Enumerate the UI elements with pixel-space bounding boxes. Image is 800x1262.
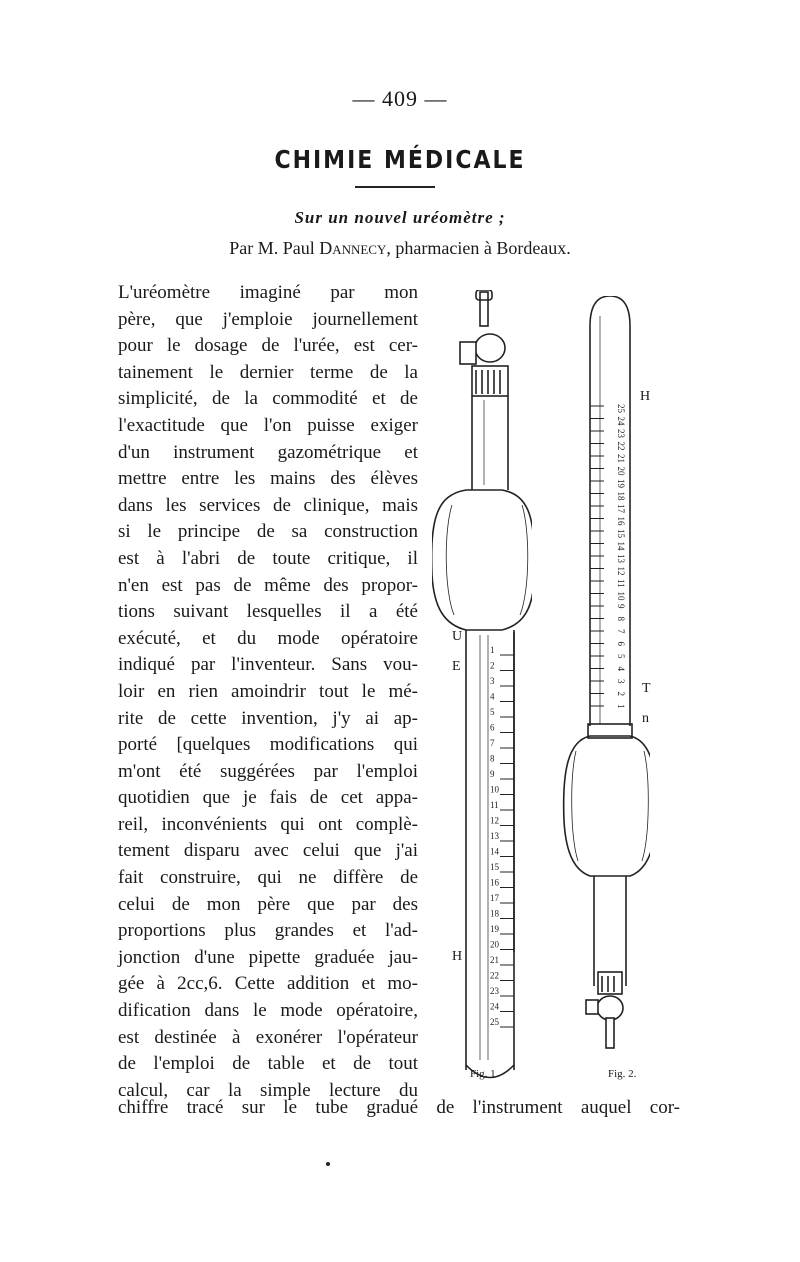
scale-number: 11	[616, 579, 626, 588]
scale-number: 5	[490, 707, 495, 717]
body-text-line: dification dans le mode opératoire,	[118, 1000, 418, 1022]
scale-number: 20	[616, 466, 626, 476]
scale-number: 20	[490, 939, 499, 950]
scale-number: 7	[490, 738, 495, 748]
section-title: CHIMIE MÉDICALE	[274, 146, 526, 175]
body-text-line: exécuté, et du mode opératoire	[118, 627, 418, 649]
article-title: Sur un nouvel uréomètre ;	[294, 208, 506, 227]
scale-number: 17	[490, 893, 499, 903]
body-text-line: L'uréomètre imaginé par mon	[118, 282, 418, 303]
scale-number: 14	[616, 541, 626, 551]
body-text-line: m'ont été suggérées par l'emploi	[118, 760, 418, 782]
scale-number: 13	[616, 554, 626, 563]
body-text-line: jonction d'une pipette graduée jau-	[118, 946, 418, 968]
scale-number: 25	[490, 1017, 499, 1027]
ink-speck	[326, 1162, 330, 1166]
scale-number: 12	[616, 566, 626, 576]
figure-1-caption: Fig. 1.	[470, 1068, 499, 1080]
body-text-line: d'un instrument gazométrique et	[118, 441, 418, 463]
body-text-line: quotidien que je fais de cet appa-	[118, 787, 418, 809]
body-text-line: rite de cette invention, j'y ai ap-	[118, 707, 418, 729]
byline-prefix: Par M. Paul	[229, 238, 320, 258]
scale-number: 8	[616, 616, 626, 621]
scale-number: 22	[490, 970, 499, 981]
scale-number: 4	[490, 691, 495, 702]
figure-2-label-top: H	[640, 389, 651, 404]
body-text-line: n'en est pas de même des propor-	[118, 574, 418, 596]
scale-number: 21	[490, 955, 499, 965]
scale-number: 19	[616, 479, 626, 488]
body-text-line: est destinée à exonérer l'opérateur	[118, 1026, 418, 1048]
body-text-column	[118, 280, 418, 1104]
scale-number: 21	[616, 454, 626, 463]
body-text-line: reil, inconvénients qui ont complè-	[118, 813, 418, 835]
scale-number: 22	[616, 441, 626, 451]
figure-1-label-lower: H	[452, 949, 463, 964]
scale-number: 7	[616, 629, 626, 634]
scale-number: 15	[490, 862, 499, 872]
body-text-line: tions suivant lesquelles il a été	[118, 601, 418, 623]
body-text-line: mettre entre les mains des élèves	[118, 468, 418, 490]
scale-number: 8	[490, 753, 495, 764]
scale-number: 2	[490, 660, 495, 671]
scale-number: 9	[490, 769, 495, 779]
scale-number: 14	[490, 846, 499, 857]
scale-number: 23	[616, 429, 626, 438]
scale-number: 18	[616, 491, 626, 501]
body-text-final-line: chiffre tracé sur le tube gradué de l'instrument auquel cor-	[118, 1097, 680, 1118]
body-text-line: tainement le dernier terme de la	[118, 361, 418, 383]
scale-number: 11	[490, 800, 499, 810]
figure-1-ureometer-drawing	[432, 290, 532, 1080]
scale-number: 10	[490, 784, 499, 795]
figure-2-pipette-drawing	[560, 296, 650, 1056]
body-text-line: calcul, car la simple lecture du	[118, 1079, 418, 1101]
scale-number: 6	[616, 641, 626, 646]
scale-number: 23	[490, 986, 499, 996]
scale-number: 24	[490, 1001, 499, 1012]
scale-number: 24	[616, 416, 626, 426]
scale-number: 1	[490, 645, 495, 655]
scale-number: 19	[490, 924, 499, 934]
figure-1-label-middle: E	[452, 659, 461, 674]
figure-2-label-lower: n	[642, 711, 649, 726]
scale-number: 12	[490, 815, 499, 826]
byline-suffix: , pharmacien à Bordeaux.	[386, 238, 571, 258]
figure-2-label-middle: T	[642, 681, 651, 696]
byline-author-name: Dannecy	[319, 238, 387, 258]
body-text-line: est à l'abri de toute critique, il	[118, 547, 418, 569]
body-text-line: indiqué par l'inventeur. Sans vou-	[118, 654, 418, 676]
scale-number: 17	[616, 504, 626, 513]
body-text-line: l'exactitude que l'on puisse exiger	[118, 414, 418, 436]
body-text-line: pour le dosage de l'urée, est cer-	[118, 335, 418, 357]
body-text-line: de l'emploi de table et de tout	[118, 1053, 418, 1075]
scale-number: 25	[616, 404, 626, 413]
body-text-line: père, que j'emploie journellement	[118, 308, 418, 330]
figure-2-caption: Fig. 2.	[608, 1068, 637, 1080]
body-text-line: simplicité, de la commodité et de	[118, 388, 418, 410]
scale-number: 3	[490, 676, 495, 686]
body-text-line: dans les services de clinique, mais	[118, 494, 418, 516]
scale-number: 3	[616, 679, 626, 684]
scale-number: 16	[616, 516, 626, 526]
body-text-line: loir en rien amoindrir tout le mé-	[118, 680, 418, 702]
body-text-line: celui de mon père que par des	[118, 893, 418, 915]
body-text-line: gée à 2cc,6. Cette addition et mo-	[118, 973, 418, 995]
body-text-line: proportions plus grandes et l'ad-	[118, 920, 418, 942]
page-number: — 409 —	[352, 86, 448, 111]
scale-number: 9	[616, 604, 626, 609]
byline	[0, 238, 800, 259]
body-text-line: tement disparu avec celui que j'ai	[118, 840, 418, 862]
scale-number: 2	[616, 691, 626, 696]
figure-1-label-upper: U	[452, 629, 463, 644]
scale-number: 18	[490, 908, 499, 919]
scale-number: 5	[616, 654, 626, 659]
scale-number: 16	[490, 877, 499, 888]
scale-number: 13	[490, 831, 499, 841]
scale-number: 10	[616, 591, 626, 601]
title-divider	[355, 186, 435, 188]
scale-number: 1	[616, 704, 626, 709]
scale-number: 15	[616, 529, 626, 538]
body-text-line: porté [quelques modifications qui	[118, 734, 418, 756]
scale-number: 6	[490, 722, 495, 733]
body-text-line: si le principe de sa construction	[118, 521, 418, 543]
body-text-line: fait construire, qui ne diffère de	[118, 867, 418, 889]
scale-number: 4	[616, 666, 626, 671]
